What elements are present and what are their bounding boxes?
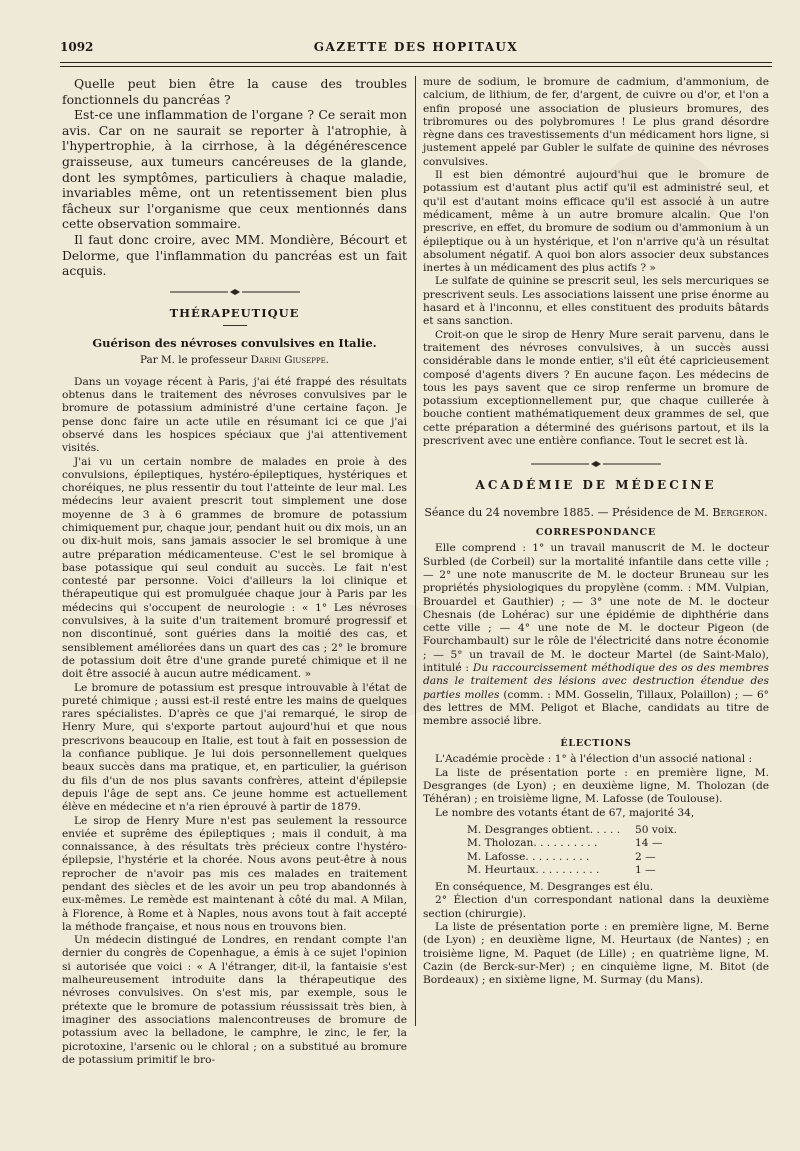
article-paragraph: Le sirop de Henry Mure n'est pas seulement la ressource enviée et suprême des épileptiques ; mais il conduit, à ma connaissance, à des résultats très précieux contre l'hystéro-épilepsie, l'hystérie et la chorée. Nous avons peut-être à nous reprocher de n'avoir pas mis ces malades en traitement pendant des siècles et de les avoir un peu trop abandonnés à eux-mêmes. Le remède est maintenant à côté du mal. A Milan, à Florence, à Rome et à Naples, nous avons tout à fait accepté la méthode française, et nous nous en trouvons bien. (62, 814, 407, 933)
correspondance-title-italic: Du raccourcissement méthodique des os des membres dans le traitement des lésions avec destruction étendue des parties molles (423, 661, 769, 701)
correspondance-text-b: (comm. : MM. Gosselin, Tillaux, Polaillon) ; — 6° des lettres de MM. Peligot et Blache, candidats au titre de membre associé libre. (423, 688, 769, 728)
vote-candidate: M. Heurtaux. . . . . . . . . . (467, 863, 600, 876)
article-title: Guérison des névroses convulsives en Italie. (92, 335, 377, 350)
section-title-academie: ACADÉMIE DE MÉDECINE (475, 478, 717, 493)
correspondance-paragraph (423, 542, 769, 728)
vote-row (467, 837, 769, 850)
vote-row (467, 864, 769, 877)
right-column (423, 76, 769, 988)
journal-title: GAZETTE DES HOPITAUX (313, 40, 519, 54)
vote-count: 2 — (635, 850, 656, 863)
elections-paragraph: La liste de présentation porte : en première ligne, M. Berne (de Lyon) ; en deuxième ligne, M. Heurtaux (de Nantes) ; en troisième ligne, M. Paquet (de Lille) ; en quatrième ligne, M. Cazin (de Berck-sur-Mer) ; en cinquième ligne, M. Bitot (de Bordeaux) ; en sixième ligne, M. Surmay (du Mans). (423, 921, 769, 987)
correspondance-heading: CORRESPONDANCE (535, 527, 657, 539)
seance-president: Bergeron. (712, 506, 768, 520)
article-paragraph: Il est bien démontré aujourd'hui que le bromure de potassium est d'autant plus actif qu'il est administré seul, et qu'il est d'autant moins efficace qu'il est associé à un autre médicament, même à un autre bromure alcalin. Que l'on prescrive, en effet, du bromure de sodium ou d'ammonium à un épileptique ou à un hystérique, et l'on n'arrive qu'à un résultat absolument négatif. A quoi bon alors associer deux substances inertes à un médicament des plus actifs ? » (423, 169, 769, 275)
vote-count: 50 voix. (635, 823, 677, 836)
correspondance-text-a: Elle comprend : 1° un travail manuscrit de M. le docteur Surbled (de Corbeil) sur la mortalité infantile dans cette ville ; — 2° une note manuscrite de M. le docteur Bruneau sur les propriétés physiologiques du propylène (comm. : MM. Vulpian, Brouardel et Gauthier) ; — 3° une note de M. le docteur Chesnais (de Lohérac) sur une épidémie de diphthérie dans cette ville ; — 4° une note de M. le docteur Pigeon (de Fourchambault) sur le rôle de l'électricité dans notre économie ; — 5° un travail de M. le docteur Martel (de Saint-Malo), intitulé : (423, 542, 769, 674)
elections-paragraph: L'Académie procède : 1° à l'élection d'un associé national : (435, 753, 753, 766)
intro-paragraph: Quelle peut bien être la cause des troubles fonctionnels du pancréas ? (62, 76, 407, 107)
byline-author: Darini Giuseppe. (250, 353, 329, 366)
article-paragraph: mure de sodium, le bromure de cadmium, d'ammonium, de calcium, de lithium, de fer, d'argent, de cuivre ou d'or, et l'on a enfin proposé une association de plusieurs bromures, des tribromures ou des polybromures ! Le plus grand désordre règne dans ces travestissements d'un médicament hors ligne, si justement appelé par Gubler le sulfate de quinine des névroses convulsives. (423, 76, 769, 168)
elections-paragraph: En conséquence, M. Desgranges est élu. (435, 881, 654, 894)
section-title-therapeutique: THÉRAPEUTIQUE (169, 305, 300, 320)
vote-results (467, 824, 769, 877)
article-paragraph: Dans un voyage récent à Paris, j'ai été frappé des résultats obtenus dans le traitement des névroses convulsives par le bromure de potassium administré d'une certaine façon. Je pense donc faire un acte utile en résumant ici ce que j'ai observé dans les hospices spéciaux que j'ai attentivement visités. (62, 375, 407, 455)
intro-paragraph: Il faut donc croire, avec MM. Mondière, Bécourt et Delorme, que l'inflammation du pancréas est un fait acquis. (62, 231, 407, 279)
article-paragraph: J'ai vu un certain nombre de malades en proie à des convulsions, épileptiques, hystéro-épileptiques, hystériques et choréiques, ne plus ressentir du tout l'atteinte de leur mal. Les médecins leur avaient prescrit tout simplement une dose moyenne de 3 à 6 grammes de bromure de potassium chimiquement pur, chaque jour, pendant huit ou dix mois, un an ou dix-huit mois, sans jamais associer le sel bromique à une autre préparation médicamenteuse. C'est le sel bromique à base potassique qui seul conduit au succès. Le fait n'est contesté par personne. Voici d'ailleurs la loi clinique et thérapeutique qui est promulguée chaque jour à Paris par les médecins qui s'occupent de neurologie : « 1° Les névroses convulsives, à la suite d'un traitement bromuré progressif et non discontinué, sont guéries dans la moitié des cas, et sensiblement améliorées dans un quart des cas ; 2° le bromure de potassium doit être d'une grande pureté chimique et il ne doit être associé à aucun autre médicament. » (62, 455, 407, 681)
vote-row (467, 851, 769, 864)
vote-count: 14 — (635, 837, 663, 850)
elections-paragraph: 2° Élection d'un correspondant national dans la deuxième section (chirurgie). (423, 894, 769, 920)
byline-prefix: Par M. le professeur (140, 353, 248, 366)
elections-paragraph: La liste de présentation porte : en première ligne, M. Desgranges (de Lyon) ; en deuxième ligne, M. Tholozan (de Téhéran) ; en troisième ligne, M. Lafosse (de Toulouse). (423, 766, 769, 806)
vote-count: 1 — (635, 863, 656, 876)
page-number: 1092 (60, 40, 94, 54)
vote-row (467, 824, 769, 837)
article-paragraph: Le bromure de potassium est presque introuvable à l'état de pureté chimique ; aussi est-il resté entre les mains de quelques rares spécialistes. D'après ce que j'ai remarqué, le sirop de Henry Mure, qui s'exporte partout aujourd'hui et que nous prescrivons beaucoup en Italie, est tout à fait en possession de la confiance publique. Je lui dois personnellement quelques beaux succès dans ma pratique, et, en particulier, la guérison du fils d'un de nos plus savants confrères, atteint d'épilepsie depuis l'âge de sept ans. Ce jeune homme est actuellement élève en médecine et n'a rien éprouvé à partir de 1879. (62, 681, 407, 814)
seance-text: Séance du 24 novembre 1885. — Présidence de M. (424, 506, 709, 520)
article-byline (62, 354, 407, 366)
ornament-separator (423, 458, 769, 468)
seance-line (423, 506, 769, 519)
article-paragraph: Un médecin distingué de Londres, en rendant compte l'an dernier du congrès de Copenhague, a émis à ce sujet l'opinion si autorisée que voici : « A l'étranger, dit-il, la fantaisie s'est malheureusement introduite dans la thérapeutique des névroses convulsives. On s'est mis, par exemple, sous le prétexte que le bromure de potassium réussissait très bien, à imaginer des associations malencontreuses de bromure de potassium avec la belladone, le camphre, le zinc, le fer, la picrotoxine, l'arsenic ou le chloral ; on a substitué au bromure de potassium primitif le bro- (62, 934, 407, 1066)
vote-candidate: M. Lafosse. . . . . . . . . . (467, 850, 590, 863)
page-header (60, 36, 772, 58)
short-rule (223, 325, 247, 326)
ornament-separator (62, 286, 407, 296)
elections-paragraph: Le nombre des votants étant de 67, majorité 34, (435, 806, 695, 819)
article-paragraph: Le sulfate de quinine se prescrit seul, les sels mercuriques se prescrivent seuls. Les associations laissent une prise énorme au hasard et à l'inconnu, et elles constituent des produits bâtards et sans sanction. (423, 275, 769, 328)
header-rule-thick (60, 62, 772, 63)
article-paragraph: Croit-on que le sirop de Henry Mure serait parvenu, dans le traitement des névroses convulsives, à un succès aussi considérable dans le monde entier, s'il eût été capricieusement composé d'agents divers ? En aucune façon. Les médecins de tous les pays savent que ce sirop renferme un bromure de potassium exceptionnellement pur, que chaque cuillerée à bouche contient mathématiquement deux grammes de sel, que cette préparation a déterminé des guérisons partout, et ils la prescrivent avec une entière confiance. Tout le secret est là. (423, 328, 769, 448)
column-divider (415, 76, 416, 1026)
elections-heading: ÉLECTIONS (560, 738, 632, 750)
vote-candidate: M. Desgranges obtient. . . . . (467, 823, 621, 836)
header-rule-thin (60, 66, 772, 67)
intro-paragraph: Est-ce une inflammation de l'organe ? Ce serait mon avis. Car on ne saurait se reporter à l'atrophie, à l'hypertrophie, à la cirrhose, à la dégénérescence graisseuse, aux tumeurs cancéreuses de la glande, dont les symptômes, particuliers à chaque maladie, invariables même, ont un retentissement bien plus fâcheux sur l'organisme que ceux mentionnés dans cette observation sommaire. (62, 107, 407, 232)
left-column (62, 76, 407, 1067)
vote-candidate: M. Tholozan. . . . . . . . . . (467, 837, 598, 850)
